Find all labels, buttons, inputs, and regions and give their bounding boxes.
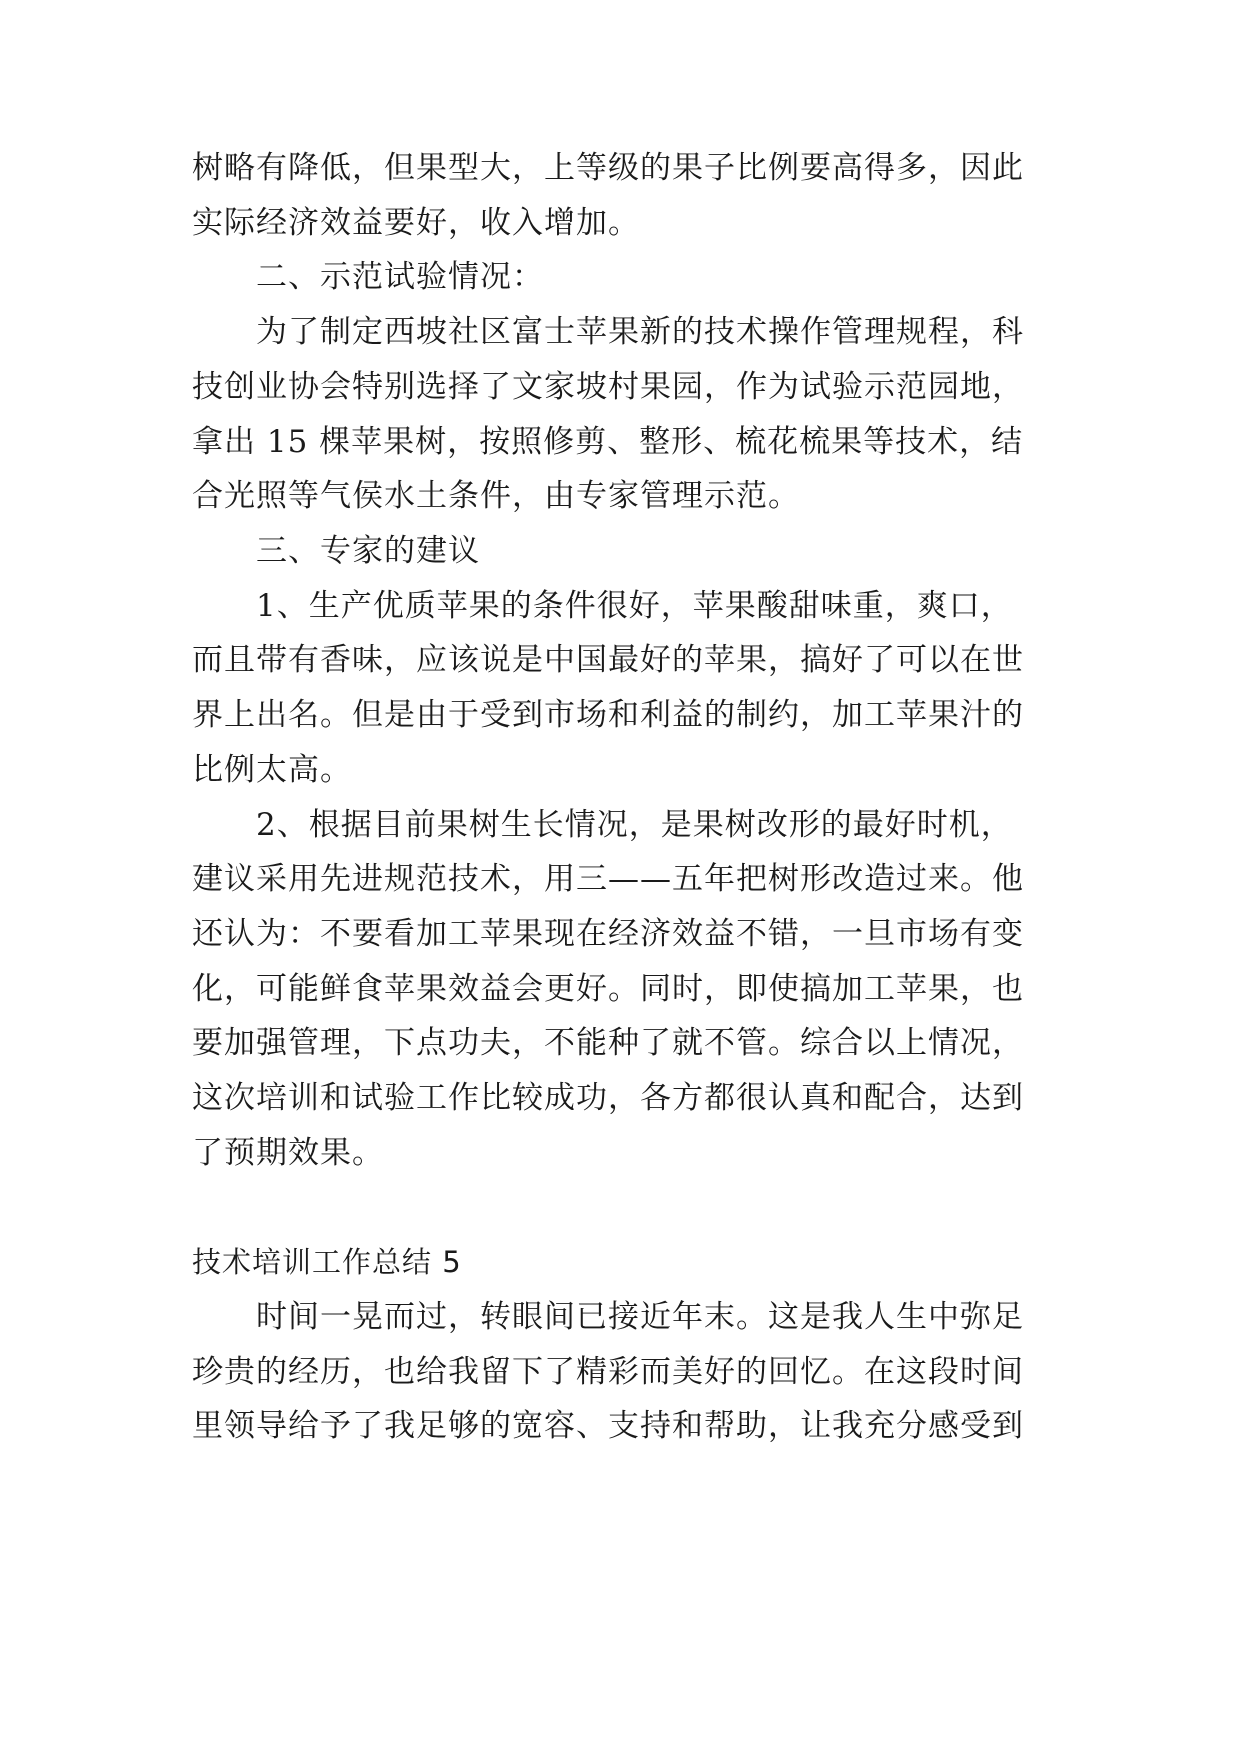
paragraph-line: 树略有降低，但果型大，上等级的果子比例要高得多，因此 <box>192 150 1024 186</box>
paragraph-line: 为了制定西坡社区富士苹果新的技术操作管理规程，科 <box>256 314 1024 350</box>
paragraph-line: 而且带有香味，应该说是中国最好的苹果，搞好了可以在世 <box>192 642 1024 678</box>
paragraph-line: 这次培训和试验工作比较成功，各方都很认真和配合，达到 <box>192 1080 1024 1116</box>
section-heading: 二、示范试验情况： <box>256 259 544 295</box>
paragraph-line: 里领导给予了我足够的宽容、支持和帮助，让我充分感受到 <box>192 1408 1024 1444</box>
paragraph-line: 实际经济效益要好，收入增加。 <box>192 205 640 241</box>
paragraph-line: 合光照等气侯水土条件，由专家管理示范。 <box>192 478 800 514</box>
paragraph-line: 时间一晃而过，转眼间已接近年末。这是我人生中弥足 <box>256 1299 1024 1335</box>
paragraph-line: 化，可能鲜食苹果效益会更好。同时，即使搞加工苹果，也 <box>192 971 1024 1007</box>
paragraph-line: 2、根据目前果树生长情况，是果树改形的最好时机， <box>256 807 1013 843</box>
paragraph-line: 界上出名。但是由于受到市场和利益的制约，加工苹果汁的 <box>192 697 1024 733</box>
document-title: 技术培训工作总结 5 <box>192 1245 462 1279</box>
paragraph-line: 技创业协会特别选择了文家坡村果园，作为试验示范园地， <box>192 369 1024 405</box>
paragraph-line: 拿出 15 棵苹果树，按照修剪、整形、梳花梳果等技术，结 <box>192 424 1024 460</box>
paragraph-line: 还认为：不要看加工苹果现在经济效益不错，一旦市场有变 <box>192 916 1024 952</box>
section-heading: 三、专家的建议 <box>256 533 480 569</box>
paragraph-line: 比例太高。 <box>192 752 352 788</box>
paragraph-line: 1、生产优质苹果的条件很好，苹果酸甜味重，爽口， <box>256 588 1013 624</box>
paragraph-line: 建议采用先进规范技术，用三——五年把树形改造过来。他 <box>192 861 1024 897</box>
paragraph-line: 珍贵的经历，也给我留下了精彩而美好的回忆。在这段时间 <box>192 1354 1024 1390</box>
paragraph-line: 要加强管理，下点功夫，不能种了就不管。综合以上情况， <box>192 1025 1024 1061</box>
paragraph-line: 了预期效果。 <box>192 1135 384 1171</box>
